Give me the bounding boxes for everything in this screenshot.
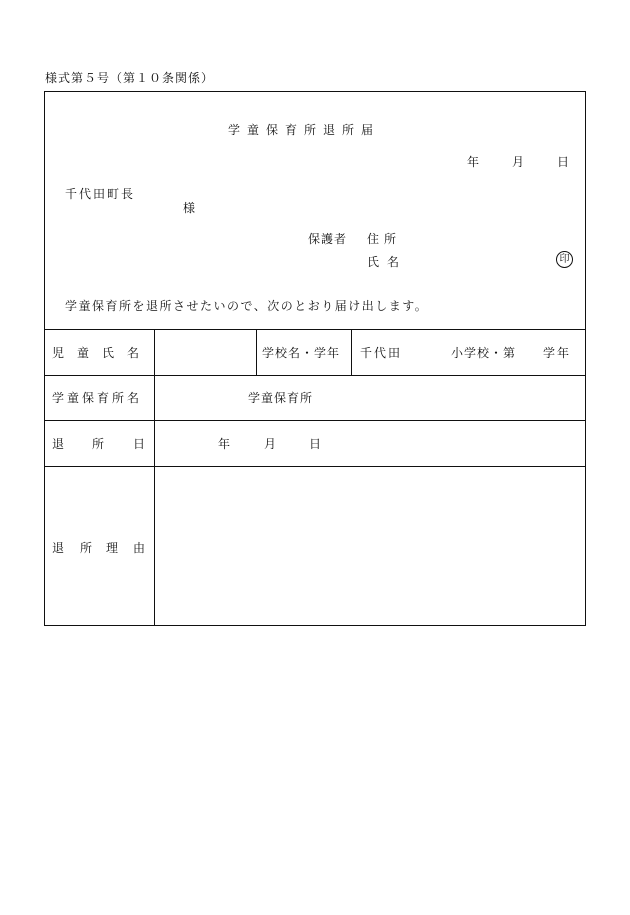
row-divider bbox=[45, 466, 585, 467]
row-divider bbox=[45, 420, 585, 421]
reason-label-char: 所 bbox=[80, 541, 93, 555]
submission-date-day: 日 bbox=[557, 155, 570, 169]
withdrawal-date-day: 日 bbox=[309, 437, 322, 451]
guardian-address-label: 住所 bbox=[367, 232, 402, 246]
withdrawal-date-label-char: 日 bbox=[133, 437, 146, 451]
center-name-label: 学童保育所名 bbox=[52, 391, 143, 405]
document-title: 学童保育所退所届 bbox=[228, 123, 381, 137]
column-divider bbox=[256, 329, 257, 375]
form-number-label: 様式第５号（第１０条関係） bbox=[45, 71, 215, 85]
child-name-label: 児童氏名 bbox=[52, 346, 153, 360]
guardian-name-label: 氏名 bbox=[367, 255, 408, 269]
reason-label-char: 理 bbox=[106, 541, 119, 555]
school-suffix-text: 小学校・第 bbox=[451, 346, 517, 360]
seal-mark-icon: 印 bbox=[556, 251, 573, 268]
withdrawal-date-label-char: 所 bbox=[92, 437, 105, 451]
row-divider bbox=[45, 375, 585, 376]
reason-label-char: 退 bbox=[52, 541, 65, 555]
school-city-text: 千代田 bbox=[360, 346, 403, 360]
withdrawal-date-label-char: 退 bbox=[52, 437, 65, 451]
addressee-name: 千代田町長 bbox=[65, 187, 136, 201]
label-column-divider bbox=[154, 329, 155, 626]
submission-date-year: 年 bbox=[467, 155, 480, 169]
submission-date-month: 月 bbox=[512, 155, 525, 169]
grade-suffix-text: 学年 bbox=[543, 346, 572, 360]
reason-label-char: 由 bbox=[133, 541, 146, 555]
column-divider bbox=[351, 329, 352, 375]
center-name-suffix: 学童保育所 bbox=[248, 391, 314, 405]
withdrawal-date-month: 月 bbox=[264, 437, 277, 451]
addressee-honorific: 様 bbox=[183, 201, 196, 215]
school-grade-label: 学校名・学年 bbox=[262, 346, 341, 360]
row-divider bbox=[45, 329, 585, 330]
guardian-label: 保護者 bbox=[308, 232, 348, 246]
withdrawal-date-year: 年 bbox=[218, 437, 231, 451]
statement-text: 学童保育所を退所させたいので、次のとおり届け出します。 bbox=[65, 299, 429, 313]
